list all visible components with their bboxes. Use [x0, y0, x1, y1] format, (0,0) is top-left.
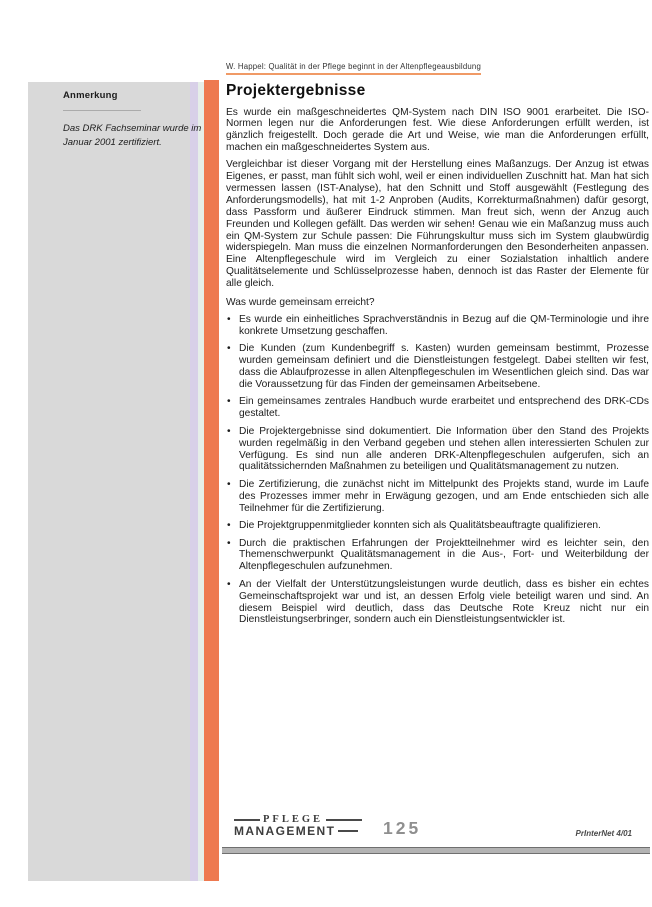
bullet-item: • Ein gemeinsames zentrales Handbuch wurde erarbeitet und entsprechend des DRK-CDs gestaltet. — [226, 396, 649, 420]
bullet-item: • Die Projektgruppenmitglieder konnten sich als Qualitätsbeauftragte qualifizieren. — [226, 520, 649, 532]
bullet-item: • An der Vielfalt der Unterstützungsleistungen wurde deutlich, dass es bisher ein echtes Gemeinschaftsprojekt war und ist, an dessen Erfolg viele beteiligt waren und sind. An diesem Beispiel wird deutlich, dass das Deutsche Rote Kreuz nicht nur ein Dienstleistungserbringer, sondern auch ein Dienstleistungsentwickler ist. — [226, 579, 649, 627]
journal-logo-management: MANAGEMENT — [234, 824, 336, 838]
running-header: W. Happel: Qualität in der Pflege beginnt in der Altenpflegeausbildung — [226, 62, 481, 75]
logo-rule-right — [326, 819, 362, 821]
sidebar-background — [28, 82, 190, 881]
bullet-item: • Die Zertifizierung, die zunächst nicht im Mittelpunkt des Projekts stand, wurde im Laufe des Prozesses immer mehr in Erwägung gezogen, und am Ende entschieden sich alle Teilnehmer für die Zertifizierung. — [226, 479, 649, 515]
article-title: Projektergebnisse — [226, 81, 366, 99]
article-column — [226, 56, 649, 632]
logo-rule-left — [234, 819, 260, 821]
logo-rule-right2 — [338, 830, 358, 832]
lavender-stripe — [190, 82, 198, 881]
bullet-item: • Durch die praktischen Erfahrungen der Projektteilnehmer wird es leichter sein, den Themenschwerpunkt Qualitätsmanagement in die Aus-, Fort- und Weiterbildung der Altenpflegeschulen aufzunehmen. — [226, 538, 649, 574]
paragraph: Vergleichbar ist dieser Vorgang mit der Herstellung eines Maßanzugs. Der Anzug ist etwas Eigenes, er passt, man fühlt sich wohl, weil er einen individuellen Zuschnitt hat. Man hat sich vermessen lassen (IST-Analyse), hat den Schnitt und Stoff ausgewählt (Festlegung des Anforderungsmodells), hat mit 1-2 Anproben (Audits, Korrekturmaßnahmen) dafür gesorgt, dass Passform und äußerer Eindruck stimmen. Man freut sich, wenn der Anzug auch Freunden und Kollegen gefällt. Das werden wir sehen! Genau wie ein Maßanzug muss auch ein QM-System zur Schule passen: Die Führungskultur muss sich im System glaubwürdig widerspiegeln. Man muss die einzelnen Normanforderungen den Besonderheiten anpassen. Eine Altenpflegeschule wird im Vergleich zu einer Sozialstation inhaltlich andere Qualitätselemente und Schlüsselprozesse haben, dennoch ist das Raster der Elemente für alle gleich. — [226, 159, 649, 290]
bullet-item: • Die Kunden (zum Kundenbegriff s. Kasten) wurden gemeinsam bestimmt, Prozesse wurden gemeinsam definiert und die Dienstleistungen festgelegt. Dabei stellten wir fest, dass die Ablaufprozesse in allen Altenpflegeschulen im Wesentlichen gleich sind. Das war die Voraussetzung für das Finden der gemeinsamen Arbeitsebene. — [226, 343, 649, 391]
bullet-item: • Es wurde ein einheitliches Sprachverständnis in Bezug auf die QM-Terminologie und ihre konkrete Umsetzung geschaffen. — [226, 314, 649, 338]
results-bullet-list — [226, 314, 649, 626]
paragraph: Es wurde ein maßgeschneidertes QM-System nach DIN ISO 9001 erarbeitet. Die ISO-Normen legen nur die Anforderungen fest. Wie diese Anforderungen erfüllt werden, ist gänzlich freigestellt. Doch gerade die Art und Weise, wie man die Anforderungen erfüllt, machen ein maßgeschneidertes System aus. — [226, 106, 649, 154]
journal-logo — [234, 814, 376, 838]
sidebar-note-text: Das DRK Fachseminar wurde im Januar 2001 zertifiziert. — [63, 123, 202, 148]
sidebar-divider — [63, 110, 141, 111]
journal-logo-row2 — [234, 824, 376, 838]
question-line: Was wurde gemeinsam erreicht? — [226, 297, 375, 309]
journal-logo-pflege: PFLEGE — [263, 814, 324, 825]
sidebar-note-block — [63, 90, 213, 149]
journal-issue: PrInterNet 4/01 — [575, 829, 632, 838]
orange-accent-bar — [204, 80, 219, 881]
footer-rule — [222, 847, 650, 854]
sidebar-heading: Anmerkung — [63, 90, 118, 101]
bullet-item: • Die Projektergebnisse sind dokumentiert. Die Information über den Stand des Projekts wurden regelmäßig in den Verband gegeben und stehen allen interessierten Schulen zur Verfügung. Es sind nun alle anderen DRK-Altenpflegeschulen aufgerufen, sich an qualitätssichernden Maßnahmen zu beteiligen und Qualitätsmanagement zu nutzen. — [226, 426, 649, 474]
page-number: 125 — [383, 818, 422, 838]
